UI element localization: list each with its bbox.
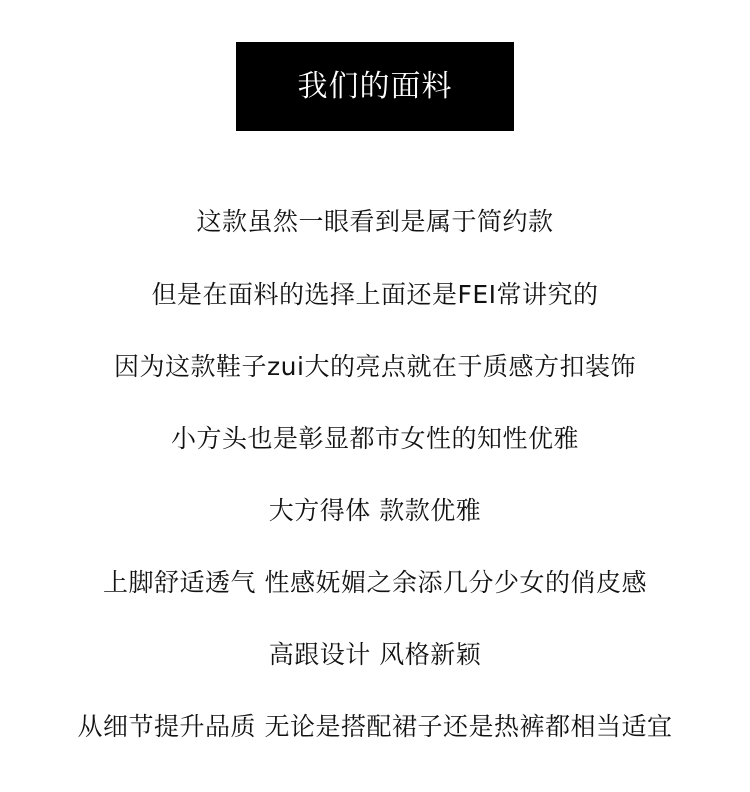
- description-line: 上脚舒适透气 性感妩媚之余添几分少女的俏皮感: [103, 568, 647, 597]
- description-line: 高跟设计 风格新颖: [268, 640, 482, 669]
- description-line: 因为这款鞋子zui大的亮点就在于质感方扣装饰: [114, 352, 636, 381]
- description-line: 这款虽然一眼看到是属于简约款: [196, 207, 554, 236]
- description-line: 但是在面料的选择上面还是FEI常讲究的: [151, 280, 599, 309]
- description-line: 大方得体 款款优雅: [268, 496, 482, 525]
- page-title: 我们的面料: [297, 68, 453, 104]
- description-line: 小方头也是彰显都市女性的知性优雅: [170, 424, 579, 453]
- description-line: 从细节提升品质 无论是搭配裙子还是热裤都相当适宜: [77, 712, 673, 741]
